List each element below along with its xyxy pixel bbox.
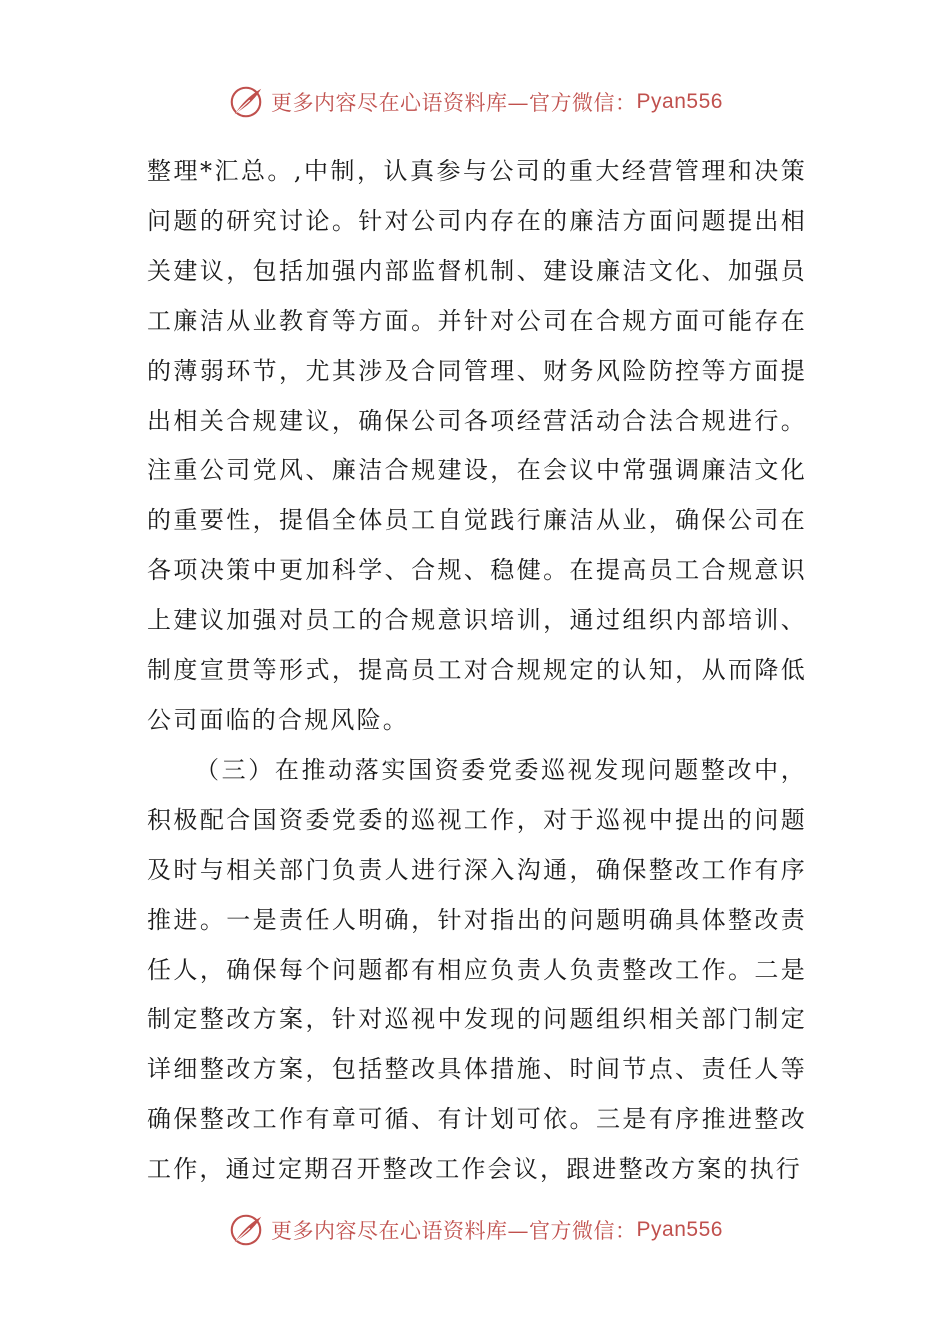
quill-logo-icon bbox=[227, 1211, 265, 1249]
quill-logo-icon bbox=[227, 83, 265, 121]
header-banner bbox=[0, 82, 950, 122]
header-banner-text: 更多内容尽在心语资料库—官方微信： bbox=[271, 91, 637, 115]
paragraph-1: 整理*汇总。,中制，认真参与公司的重大经营管理和决策问题的研究讨论。针对公司内存在的廉洁方面问题提出相关建议，包括加强内部监督机制、建设廉洁文化、加强员工廉洁从业教育等方面。并针对公司在合规方面可能存在的薄弱环节，尤其涉及合同管理、财务风险防控等方面提出相关合规建议，确保公司各项经营活动合法合规进行。注重公司党风、廉洁合规建设，在会议中常强调廉洁文化的重要性，提倡全体员工自觉践行廉洁从业，确保公司在各项决策中更加科学、合规、稳健。在提高员工合规意识上建议加强对员工的合规意识培训，通过组织内部培训、制度宣贯等形式，提高员工对合规规定的认知，从而降低公司面临的合规风险。 bbox=[147, 157, 807, 734]
footer-banner-text: 更多内容尽在心语资料库—官方微信： bbox=[271, 1219, 637, 1243]
footer-banner bbox=[0, 1210, 950, 1250]
footer-wechat-id: Pyan556 bbox=[636, 1218, 723, 1241]
document-body bbox=[147, 147, 807, 1195]
paragraph-2: （三）在推动落实国资委党委巡视发现问题整改中，积极配合国资委党委的巡视工作，对于巡视中提出的问题及时与相关部门负责人进行深入沟通，确保整改工作有序推进。一是责任人明确，针对指出的问题明确具体整改责任人，确保每个问题都有相应负责人负责整改工作。二是制定整改方案，针对巡视中发现的问题组织相关部门制定详细整改方案，包括整改具体措施、时间节点、责任人等确保整改工作有章可循、有计划可依。三是有序推进整改工作，通过定期召开整改工作会议，跟进整改方案的执行 bbox=[147, 755, 807, 1184]
header-wechat-id: Pyan556 bbox=[636, 90, 723, 113]
